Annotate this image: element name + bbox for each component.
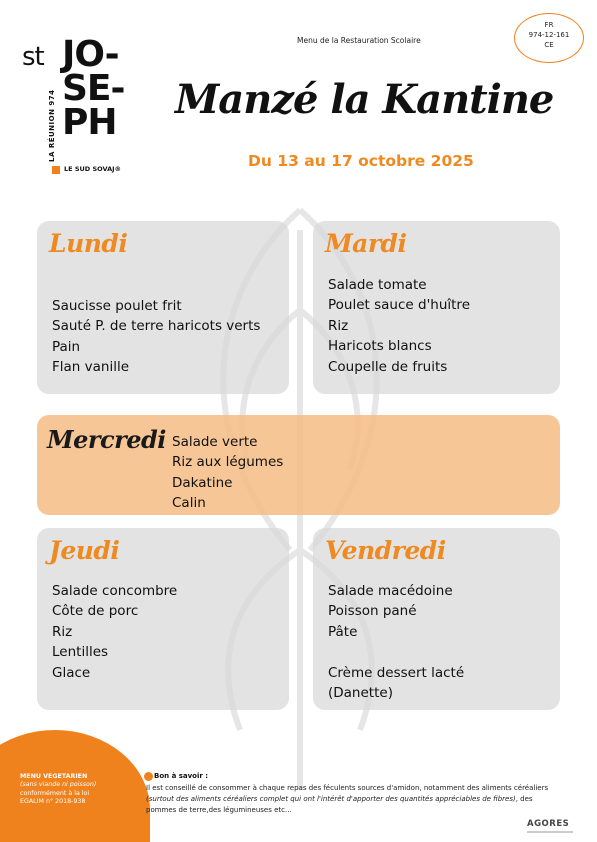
menu-item: Riz aux légumes: [172, 454, 284, 471]
logo-region: LA RÉUNION 974: [48, 89, 56, 162]
menu-subtitle: Menu de la Restauration Scolaire: [297, 36, 421, 45]
veg-ref: EGALIM n° 2018-938: [20, 797, 86, 805]
menu-item: Flan vanille: [52, 359, 130, 376]
cert-line: CE: [544, 41, 554, 49]
menu-list: [328, 581, 464, 703]
menu-item: Côte de porc: [52, 603, 139, 620]
brand-underline: [527, 831, 573, 833]
day-card-vendredi: [313, 528, 560, 710]
logo-word: JO- SE- PH: [62, 34, 125, 143]
day-card-mercredi: [37, 415, 560, 515]
menu-item: Lentilles: [52, 644, 109, 661]
menu-item: Dakatine: [172, 474, 233, 491]
day-title: Jeudi: [49, 536, 120, 565]
menu-item: Riz: [52, 623, 73, 640]
page-title: Manzé la Kantine: [175, 76, 554, 123]
day-title: Lundi: [49, 229, 128, 258]
menu-item: Salade macédoine: [328, 583, 453, 599]
menu-item: Salade concombre: [52, 583, 178, 599]
menu-list: [172, 432, 283, 514]
tip-text-italic: (surtout des aliments céréaliers complet qui ont l'intérêt d'apporter des quantités appréciables de fibres): [146, 795, 516, 803]
logo-square-icon: [52, 166, 60, 174]
menu-item: Salade verte: [172, 434, 258, 450]
menu-item: [328, 642, 464, 662]
cert-line: FR: [544, 21, 554, 29]
day-title: Vendredi: [325, 536, 446, 565]
menu-item: Pâte: [328, 623, 358, 640]
menu-item: Saucisse poulet frit: [52, 298, 182, 314]
tip-title: Bon à savoir :: [154, 772, 209, 780]
day-title: Mercredi: [47, 425, 166, 454]
day-card-mardi: [313, 221, 560, 394]
menu-list: [52, 581, 177, 683]
menu-item: (Danette): [328, 684, 393, 701]
city-logo: [22, 34, 152, 178]
logo-st: st: [22, 42, 44, 72]
tip-text: [146, 783, 551, 816]
menu-item: Sauté P. de terre haricots verts: [52, 318, 261, 335]
menu-item: Poisson pané: [328, 603, 417, 620]
vegetarian-note: [20, 773, 140, 806]
certification-badge: [514, 13, 584, 63]
veg-title: MENU VEGETARIEN: [20, 773, 88, 780]
menu-item: Coupelle de fruits: [328, 358, 448, 375]
menu-item: Poulet sauce d'huître: [328, 297, 470, 314]
day-card-lundi: [37, 221, 289, 394]
menu-item: Riz: [328, 317, 349, 334]
menu-item: Pain: [52, 338, 81, 355]
brand-logo: AGORES: [527, 819, 570, 829]
logo-tagline: LE SUD SOVAJ®: [64, 165, 122, 173]
info-dot-icon: [144, 772, 153, 781]
day-title: Mardi: [325, 229, 407, 258]
menu-list: [328, 275, 470, 377]
tip-text-part: Il est conseillé de consommer à chaque repas des féculents sources d'amidon, notamment des aliments céréaliers: [146, 784, 549, 792]
cert-line: 974-12-161: [528, 31, 570, 39]
day-card-jeudi: [37, 528, 289, 710]
veg-subtitle: (sans viande ni poisson): [20, 781, 97, 789]
veg-law: conformément à la loi: [20, 789, 90, 797]
menu-item: Calin: [172, 495, 206, 512]
menu-item: Salade tomate: [328, 277, 427, 293]
week-dates: Du 13 au 17 octobre 2025: [248, 152, 474, 170]
menu-item: Haricots blancs: [328, 338, 432, 355]
menu-list: [52, 296, 260, 378]
tip-text-part: , des pommes de terre,des légumineuses etc...: [146, 795, 533, 814]
menu-item: Glace: [52, 664, 91, 681]
menu-item: Crème dessert lacté: [328, 664, 465, 681]
